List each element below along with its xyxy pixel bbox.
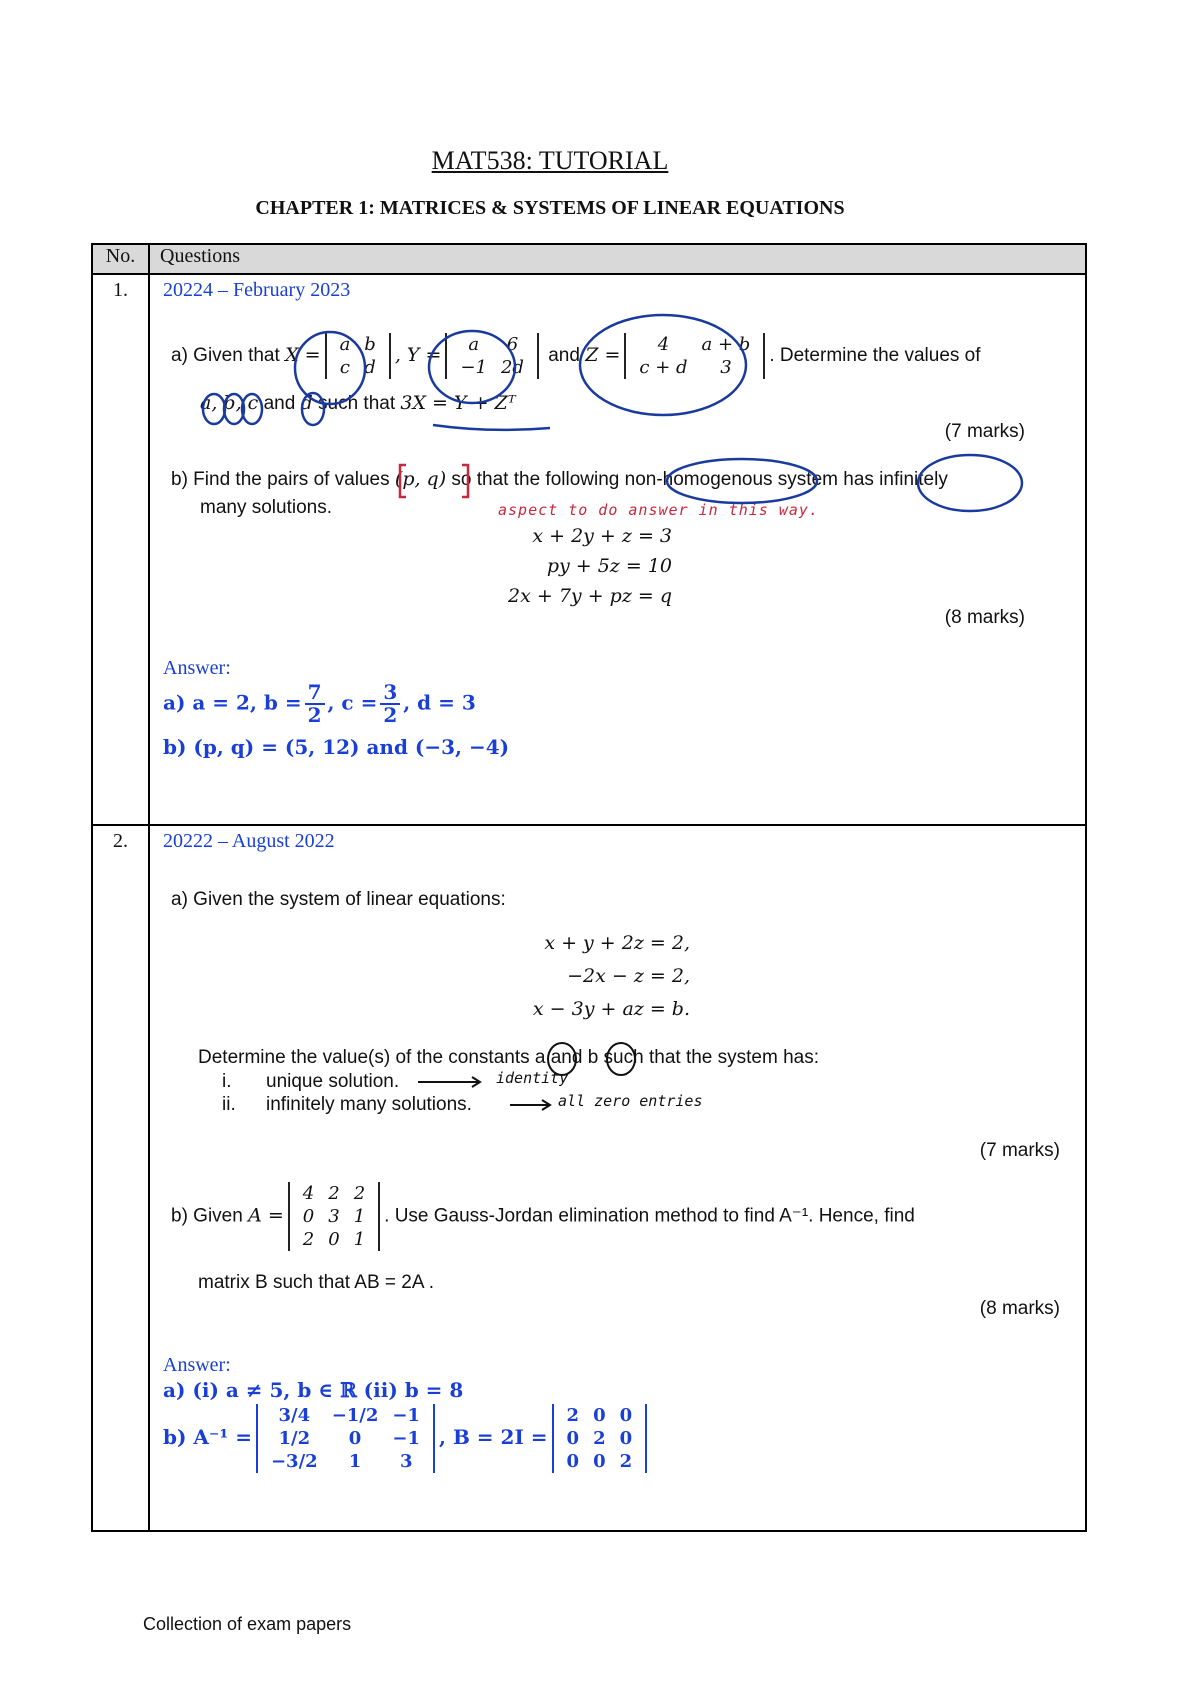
q2b-pre: b) Given [171,1205,243,1227]
matrix-cell: 0 [593,1451,606,1472]
matrix-cell: 2d [500,357,524,378]
question-source: 20222 – August 2022 [163,830,335,852]
matrix-cell: 0 [566,1451,580,1472]
equation: x − 3y + az = b. [532,998,690,1020]
q2b-line2: matrix B such that AB = 2A . [198,1272,435,1293]
q1a-line1 [171,333,981,379]
list-item-num: i. [222,1071,232,1092]
matrix-cell: 0 [328,1229,340,1250]
q1b-line2: many solutions. [200,497,333,518]
question-row-1 [92,274,1086,825]
q2a-intro: a) Given the system of linear equations: [171,889,506,910]
answer-a: a) (i) a ≠ 5, b ∈ ℝ (ii) b = 8 [163,1378,464,1402]
matrix-cell: 0 [566,1428,580,1449]
list-item-text: infinitely many solutions. [266,1094,472,1115]
matrix-z-label: Z = [585,344,621,367]
matrix-z [624,333,765,379]
matrix-cell: 2 [593,1428,606,1449]
matrix-cell: 1 [353,1206,366,1227]
matrix-y-label: , Y = [394,344,442,367]
q1b-line1 [171,468,948,491]
matrix-cell: c [339,357,350,378]
answer-b: b) (p, q) = (5, 12) and (−3, −4) [163,735,510,759]
matrix-cell: a [468,334,480,355]
and-word: and [263,393,296,414]
question-number: 1. [92,274,149,825]
answer-b [163,1404,651,1473]
ink-arrow [418,1077,480,1087]
list-item-text: unique solution. [266,1071,400,1092]
matrix-b [552,1404,648,1473]
matrix-cell: 2 [566,1405,580,1426]
equation: x + y + 2z = 2, [544,932,690,954]
list-item-num: ii. [222,1094,236,1115]
matrix-cell: a [339,334,351,355]
marks-a: (7 marks) [979,1140,1060,1161]
handwritten-note: identity [496,1069,569,1087]
matrix-cell: −1 [392,1428,421,1449]
matrix-cell: −1/2 [331,1405,379,1426]
matrix-cell: −3/2 [270,1451,318,1472]
q1b-pre: b) Find the pairs of values [171,469,390,490]
fraction [380,682,400,726]
equation: py + 5z = 10 [546,555,672,577]
q2b-post: . Use Gauss-Jordan elimination method to find A⁻¹. Hence, find [384,1205,915,1227]
matrix-a-label: A = [248,1204,284,1227]
question-row-2 [92,825,1086,1531]
numerator: 7 [305,682,325,705]
matrix-cell: d [364,357,376,378]
page-title: MAT538: TUTORIAL [431,146,669,175]
question-2-content [149,825,1086,1531]
matrix-cell: 0 [619,1428,633,1449]
equation: −2x − z = 2, [567,965,690,987]
equation: x + 2y + z = 3 [532,525,672,547]
questions-table [91,243,1087,1532]
matrix-cell: a + b [701,334,751,355]
denominator: 2 [307,703,322,727]
var-d: d [300,392,313,414]
question-number: 2. [92,825,149,1531]
question-1-content [149,274,1086,825]
matrix-cell: 1 [348,1451,362,1472]
handwritten-note: all zero entries [558,1092,703,1110]
q2b-line1 [171,1182,915,1251]
matrix-cell: 0 [302,1206,315,1227]
matrix-cell: 3/4 [278,1405,311,1426]
matrix-cell: 3 [328,1206,340,1227]
numerator: 3 [380,682,400,705]
matrix-cell: 3 [399,1451,413,1472]
matrix-cell: b [364,334,376,355]
q1a-tail: . Determine the values of [769,345,981,367]
table-header-row [92,244,1086,274]
page-footer: Collection of exam papers [143,1614,352,1634]
answer-label: Answer: [163,1354,231,1376]
q1b-post: so that the following non-homogenous system has infinitely [451,469,948,490]
handwritten-note: aspect to do answer in this way. [498,501,819,519]
and-word: and [548,345,580,367]
matrix-cell: 1 [353,1229,366,1250]
matrix-cell: c + d [639,357,688,378]
header-no: No. [92,244,149,274]
marks-b: (8 marks) [979,1298,1060,1319]
matrix-a-inverse [256,1404,435,1473]
matrix-cell: 2 [619,1451,633,1472]
matrix-cell: 2 [328,1183,340,1204]
matrix-cell: 4 [657,334,670,355]
vars-abc: a, b, c [200,392,259,414]
chapter-title: CHAPTER 1: MATRICES & SYSTEMS OF LINEAR EQUATIONS [255,197,845,219]
ans-a-mid: , c = [327,690,378,715]
condition: 3X = Y + Zᵀ [400,392,516,414]
matrix-cell: −1 [460,357,487,378]
q1a-prefix: a) Given that [171,345,280,367]
matrix-cell: 0 [593,1405,606,1426]
matrix-cell: 0 [619,1405,633,1426]
ans-a-post: , d = 3 [403,690,476,715]
fraction [305,682,325,726]
ink-underline [433,425,550,430]
question-source: 20224 – February 2023 [163,279,351,301]
matrix-x-label: X = [285,344,321,367]
q1a-line2 [200,392,516,415]
matrix-cell: −1 [392,1405,421,1426]
matrix-cell: 4 [302,1183,315,1204]
q2a-determine: Determine the value(s) of the constants a and b such that the system has: [198,1047,819,1068]
matrix-y [445,333,539,379]
matrix-cell: 3 [720,357,732,378]
pq-pair: (p, q) [394,468,447,490]
answer-a [163,682,476,726]
ans-a-pre: a) a = 2, b = [163,690,302,715]
ans-b-pre: b) A⁻¹ = [163,1425,252,1449]
equation: 2x + 7y + pz = q [508,585,672,607]
header-questions: Questions [149,244,1086,274]
matrix-cell: 2 [302,1229,315,1250]
matrix-cell: 0 [348,1428,362,1449]
marks-a: (7 marks) [944,421,1025,442]
matrix-a [288,1182,380,1251]
such-that: such that [318,393,396,414]
marks-b: (8 marks) [944,607,1025,628]
matrix-x [325,333,391,379]
ink-arrow [510,1100,550,1110]
matrix-cell: 2 [353,1183,366,1204]
matrix-cell: 1/2 [278,1428,311,1449]
answer-label: Answer: [163,657,231,679]
matrix-cell: 6 [506,334,519,355]
ans-b-mid: , B = 2I = [439,1425,548,1449]
denominator: 2 [383,703,398,727]
